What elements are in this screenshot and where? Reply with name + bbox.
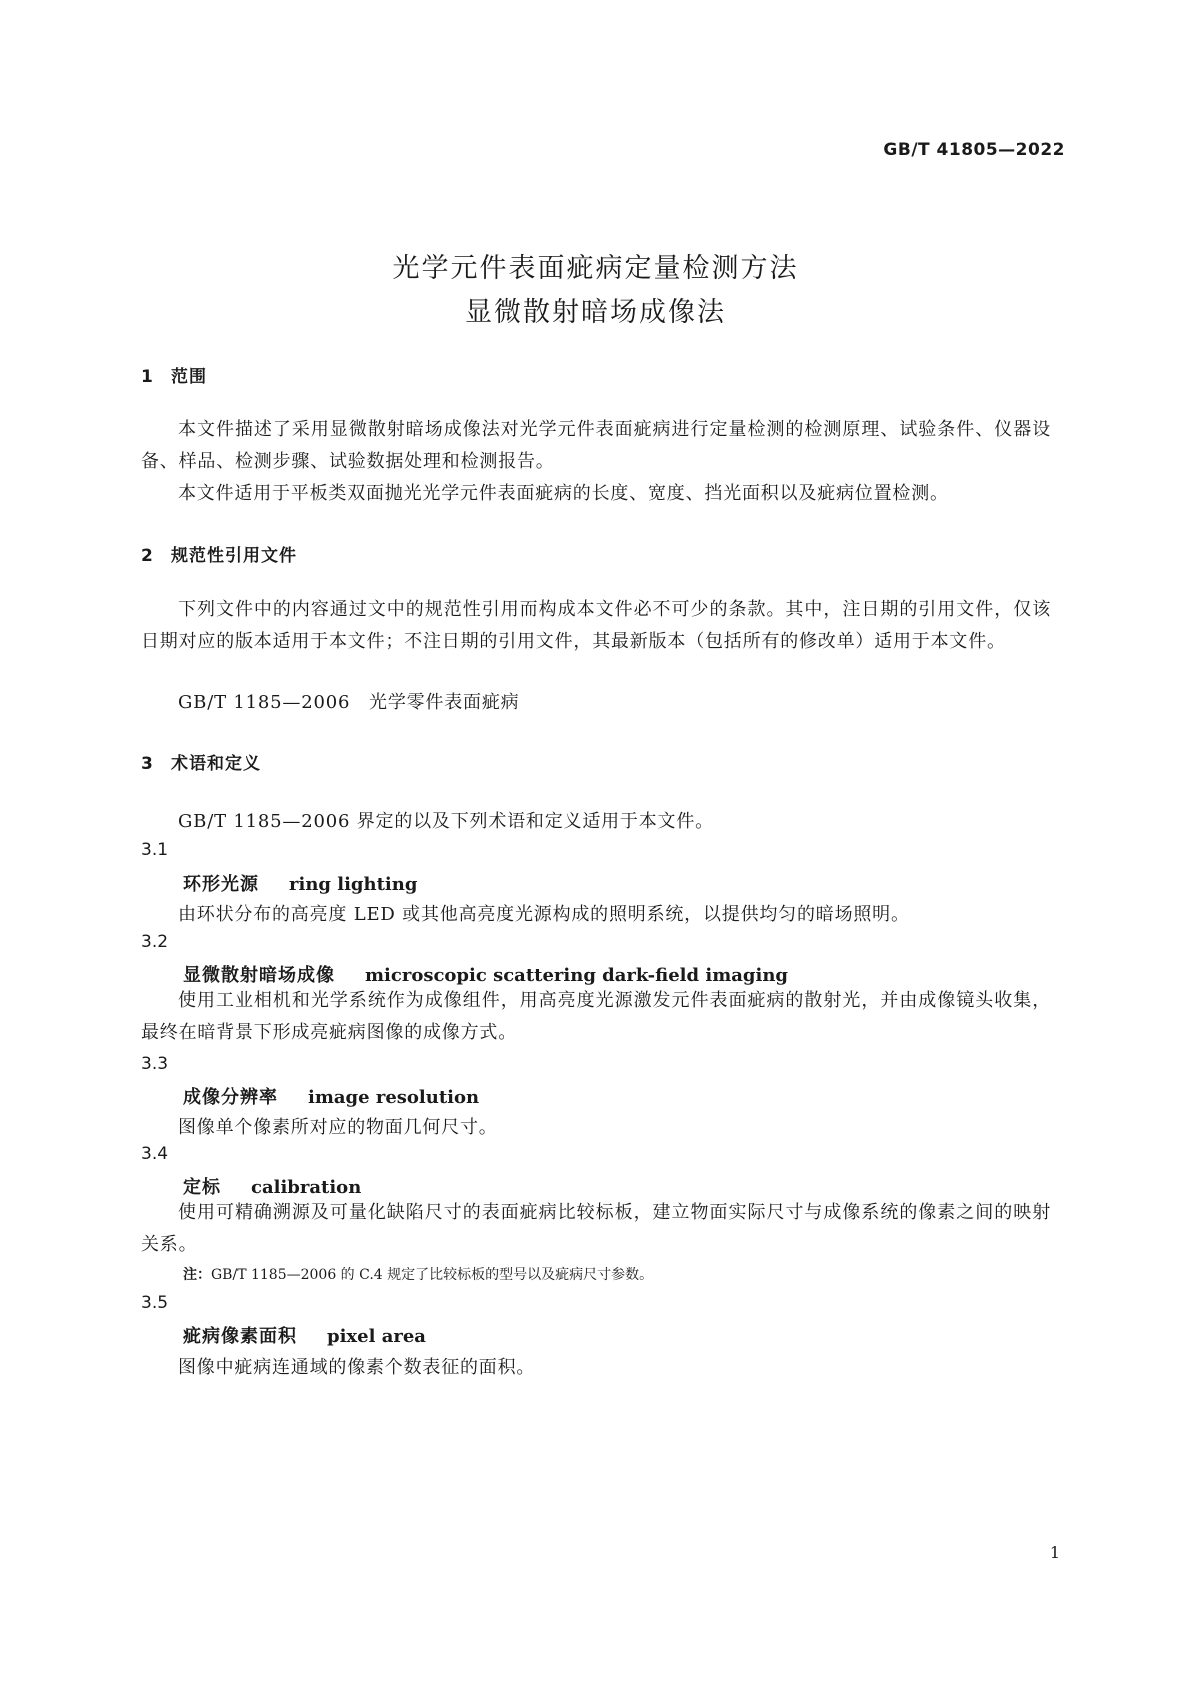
term-en: ring lighting (289, 874, 418, 895)
term-zh: 定标 (183, 1177, 221, 1198)
section-2-paragraph-1: 下列文件中的内容通过文中的规范性引用而构成本文件必不可少的条款。其中，注日期的引用文件，仅该日期对应的版本适用于本文件；不注日期的引用文件，其最新版本（包括所有的修改单）适用于本文件。 (141, 599, 1051, 652)
section-number: 3 (141, 754, 154, 774)
term-definition: 使用可精确溯源及可量化缺陷尺寸的表面疵病比较标板，建立物面实际尺寸与成像系统的像素之间的映射关系。 (141, 1202, 1051, 1255)
term-definition: 由环状分布的高亮度 LED 或其他高亮度光源构成的照明系统，以提供均匀的暗场照明。 (178, 904, 910, 925)
section-1-heading (141, 362, 207, 387)
term-heading (183, 1173, 361, 1199)
section-1-paragraph-1: 本文件描述了采用显微散射暗场成像法对光学元件表面疵病进行定量检测的检测原理、试验条件、仪器设备、样品、检测步骤、试验数据处理和检测报告。 (141, 419, 1051, 472)
term-zh: 成像分辨率 (183, 1087, 278, 1108)
term-heading (183, 1322, 426, 1348)
term-number: 3.2 (141, 932, 169, 952)
section-number: 1 (141, 367, 154, 387)
term-en: image resolution (308, 1087, 480, 1108)
term-en: microscopic scattering dark-field imaging (365, 965, 788, 986)
section-2-heading (141, 541, 297, 566)
standard-number: GB/T 41805—2022 (883, 140, 1065, 160)
section-3-heading (141, 749, 261, 774)
note-label: 注： (183, 1267, 211, 1283)
term-en: calibration (251, 1177, 362, 1198)
normative-reference: GB/T 1185—2006 光学零件表面疵病 (178, 692, 520, 713)
term-zh: 显微散射暗场成像 (183, 965, 335, 986)
section-title: 范围 (171, 367, 207, 387)
term-definition: 图像中疵病连通域的像素个数表征的面积。 (178, 1357, 536, 1378)
term-heading (183, 870, 417, 896)
term-en: pixel area (327, 1326, 426, 1347)
section-number: 2 (141, 546, 154, 566)
term-number: 3.4 (141, 1144, 169, 1164)
term-note (183, 1264, 653, 1284)
section-title: 规范性引用文件 (171, 546, 297, 566)
document-title-line1: 光学元件表面疵病定量检测方法 (392, 253, 799, 284)
term-number: 3.1 (141, 840, 169, 860)
term-number: 3.3 (141, 1054, 169, 1074)
section-3-intro: GB/T 1185—2006 界定的以及下列术语和定义适用于本文件。 (178, 811, 714, 832)
term-heading (183, 1083, 479, 1109)
term-zh: 疵病像素面积 (183, 1326, 297, 1347)
term-number: 3.5 (141, 1293, 169, 1313)
document-title-line2: 显微散射暗场成像法 (465, 297, 726, 328)
section-1-paragraph-2: 本文件适用于平板类双面抛光光学元件表面疵病的长度、宽度、挡光面积以及疵病位置检测。 (178, 483, 949, 504)
note-text: GB/T 1185—2006 的 C.4 规定了比较标板的型号以及疵病尺寸参数。 (211, 1267, 654, 1283)
section-title: 术语和定义 (171, 754, 261, 774)
term-heading (183, 961, 788, 987)
term-zh: 环形光源 (183, 874, 259, 895)
term-definition: 图像单个像素所对应的物面几何尺寸。 (178, 1117, 498, 1138)
page-number: 1 (1049, 1543, 1060, 1562)
term-definition: 使用工业相机和光学系统作为成像组件，用高亮度光源激发元件表面疵病的散射光，并由成像镜头收集，最终在暗背景下形成亮疵病图像的成像方式。 (141, 990, 1051, 1043)
